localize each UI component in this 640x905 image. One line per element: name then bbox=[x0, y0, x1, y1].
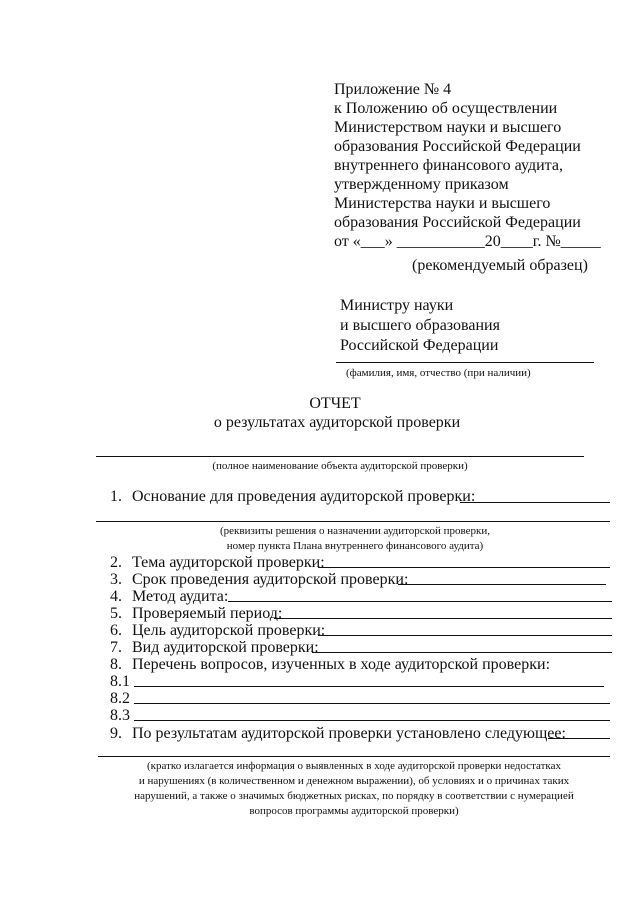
basis-row bbox=[110, 487, 475, 506]
addressee-block bbox=[340, 296, 500, 356]
results-caption bbox=[98, 759, 610, 819]
item-number: 2. bbox=[110, 554, 122, 571]
goal-field[interactable] bbox=[318, 635, 612, 636]
item-number: 7. bbox=[110, 639, 122, 656]
appendix-header bbox=[334, 80, 601, 251]
report-title: ОТЧЕТ bbox=[309, 395, 361, 412]
appendix-date-line: от «___» ___________20____г. №_____ bbox=[334, 233, 601, 250]
item-label: Перечень вопросов, изученных в ходе аудиторской проверки: bbox=[132, 656, 551, 673]
basis-field-continued[interactable] bbox=[96, 521, 610, 522]
caption-line: нарушений, а также о значимых бюджетных рисках, по порядку в соответствии с нумерацией bbox=[134, 790, 574, 802]
appendix-line: внутреннего финансового аудита, bbox=[334, 157, 563, 174]
basis-caption bbox=[150, 524, 560, 554]
appendix-line: Приложение № 4 bbox=[334, 81, 452, 98]
results-label: По результатам аудиторской проверки установлено следующее: bbox=[132, 725, 566, 742]
caption-line: (реквизиты решения о назначении аудиторской проверки, bbox=[220, 525, 490, 537]
recommended-sample-label: (рекомендуемый образец) bbox=[412, 257, 588, 274]
subitem-number: 8.3 bbox=[110, 707, 130, 724]
period-field[interactable] bbox=[274, 618, 612, 619]
item-label: Проверяемый период: bbox=[132, 605, 283, 622]
item-label: Вид аудиторской проверки: bbox=[132, 639, 319, 656]
appendix-line: утвержденному приказом bbox=[334, 176, 509, 193]
object-name-field[interactable] bbox=[96, 456, 584, 457]
item-label: Метод аудита: bbox=[132, 588, 229, 605]
term-field[interactable] bbox=[398, 584, 606, 585]
subitem-number: 8.1 bbox=[110, 673, 130, 690]
topic-field[interactable] bbox=[318, 567, 610, 568]
appendix-line: Министерства науки и высшего bbox=[334, 195, 551, 212]
addressee-name-field[interactable] bbox=[336, 362, 594, 363]
addressee-line: и высшего образования bbox=[340, 317, 500, 334]
item-number: 5. bbox=[110, 605, 122, 622]
addressee-name-caption: (фамилия, имя, отчество (при наличии) bbox=[346, 367, 531, 379]
results-field-continued[interactable] bbox=[98, 756, 610, 757]
item-number: 9. bbox=[110, 725, 122, 742]
checklist-row bbox=[110, 655, 550, 674]
appendix-line: образования Российской Федерации bbox=[334, 138, 581, 155]
item-number: 8. bbox=[110, 656, 122, 673]
appendix-line: образования Российской Федерации bbox=[334, 214, 581, 231]
item-number: 4. bbox=[110, 588, 122, 605]
appendix-line: Министерством науки и высшего bbox=[334, 119, 562, 136]
appendix-line: к Положению об осуществлении bbox=[334, 100, 558, 117]
item-label: Цель аудиторской проверки: bbox=[132, 622, 326, 639]
subitem-field[interactable] bbox=[134, 686, 604, 687]
results-row bbox=[110, 724, 566, 743]
report-subtitle: о результатах аудиторской проверки bbox=[213, 414, 461, 431]
item-label: Срок проведения аудиторской проверки: bbox=[132, 571, 409, 588]
object-name-caption: (полное наименование объекта аудиторской проверки) bbox=[212, 460, 468, 472]
subitem-field[interactable] bbox=[134, 720, 610, 721]
basis-label: Основание для проведения аудиторской проверки: bbox=[132, 488, 476, 505]
basis-field[interactable] bbox=[460, 502, 610, 503]
method-field[interactable] bbox=[228, 601, 612, 602]
item-number: 1. bbox=[110, 488, 122, 505]
caption-line: номер пункта Плана внутреннего финансового аудита) bbox=[226, 540, 484, 552]
item-label: Тема аудиторской проверки: bbox=[132, 554, 325, 571]
addressee-line: Российской Федерации bbox=[340, 337, 499, 354]
caption-line: вопросов программы аудиторской проверки) bbox=[249, 805, 459, 817]
addressee-line: Министру науки bbox=[340, 297, 454, 314]
item-number: 6. bbox=[110, 622, 122, 639]
item-number: 3. bbox=[110, 571, 122, 588]
subitem-field[interactable] bbox=[134, 703, 610, 704]
caption-line: и нарушениях (в количественном и денежном выражении), об условиях и о причинах таких bbox=[138, 775, 570, 787]
caption-line: (кратко излагается информация о выявленных в ходе аудиторской проверки недостатках bbox=[147, 760, 561, 772]
subitem-number: 8.2 bbox=[110, 690, 130, 707]
results-field[interactable] bbox=[548, 738, 610, 739]
type-field[interactable] bbox=[312, 652, 612, 653]
